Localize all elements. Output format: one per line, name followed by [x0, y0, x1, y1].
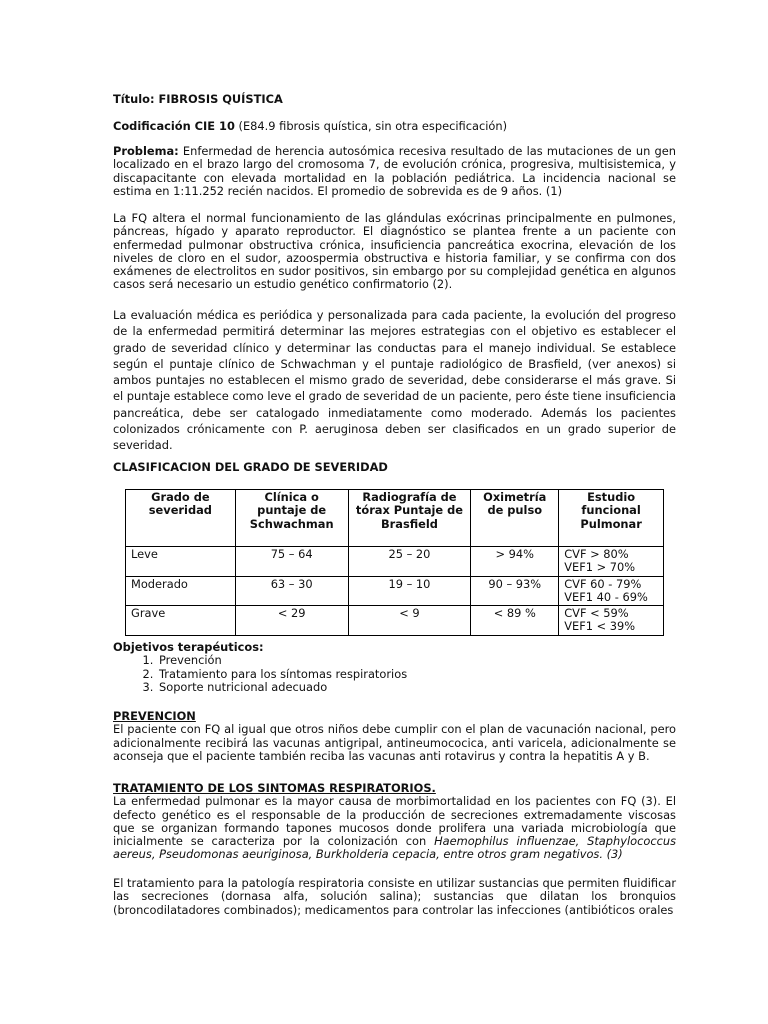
treatment-text-normal: La enfermedad pulmonar es la mayor causa de morbimortalidad en los pacientes con FQ (3). El defecto genético es el responsable de la producción de secreciones extremadamente viscosas que se organizan formando tapones mucosos donde prolifera una variada microbiología que inicialmente se caracteriza por la colonización con: [113, 794, 676, 849]
cell-grado: Moderado: [126, 576, 236, 606]
header-grado: Grado de severidad: [126, 490, 236, 547]
cell-estudio: [559, 547, 664, 577]
prevention-text: El paciente con FQ al igual que otros niños debe cumplir con el plan de vacunación nacional, pero adicionalmente recibirá las vacunas antigripal, antineumococica, anti varicela, adicionalmente se aconseja que el paciente también reciba las vacunas anti rotavirus y contra la hepatitis A y B.: [113, 722, 676, 763]
cell-estudio: [559, 606, 664, 636]
cell-grado: Leve: [126, 547, 236, 577]
problem-paragraph: [113, 145, 676, 198]
header-radiografia: Radiografía de tórax Puntaje de Brasfield: [348, 490, 471, 547]
treatment-text-italic: Haemophilus influenzae, Staphylococcus aereus, Pseudomonas aeuriginosa, Burkholderia cepacia, entre otros gram negativos. (3): [113, 834, 676, 862]
table-row: [126, 576, 664, 606]
objectives-list: [113, 654, 676, 694]
treatment-section: [113, 782, 676, 862]
list-item: 3. Soporte nutricional adecuado: [157, 681, 676, 694]
cell-estudio: [559, 576, 664, 606]
cell-oximetria: > 94%: [471, 547, 559, 577]
list-item: 2. Tratamiento para los síntomas respiratorios: [157, 668, 676, 681]
cell-clinica: 75 – 64: [235, 547, 348, 577]
classification-heading: CLASIFICACION DEL GRADO DE SEVERIDAD: [113, 460, 388, 474]
problem-text: Enfermedad de herencia autosómica recesiva resultado de las mutaciones de un gen localizado en el brazo largo del cromosoma 7, de evolución crónica, progresiva, multisistemica, y discapacitante con elevada mortalidad en la población pediátrica. La incidencia nacional se estima en 1:11.252 recién nacidos. El promedio de sobrevida es de 9 años. (1): [113, 144, 676, 198]
cell-estudio-vef1: VEF1 < 39%: [564, 619, 636, 634]
cell-clinica: 63 – 30: [235, 576, 348, 606]
table-row: [126, 606, 664, 636]
header-clinica: Clínica o puntaje de Schwachman: [235, 490, 348, 547]
table-header-row: [126, 490, 664, 547]
cell-grado: Grave: [126, 606, 236, 636]
cell-estudio-vef1: VEF1 40 - 69%: [564, 589, 648, 604]
document-title: Título: FIBROSIS QUÍSTICA: [113, 92, 283, 106]
paragraph-evaluation: La evaluación médica es periódica y personalizada para cada paciente, la evolución del progreso de la enfermedad permitirá determinar las mejores estrategias con el objetivo es establecer el grado de severidad clínico y determinar las conductas para el manejo individual. Se establece según el puntaje clínico de Schwachman y el puntaje radiológico de Brasfield, (ver anexos) si ambos puntajes no establecen el mismo grado de severidad, debe considerarse el más grave. Si el puntaje establece como leve el grado de severidad de un paciente, pero éste tiene insuficiencia pancreática, debe ser catalogado inmediatamente como moderado. Además los pacientes colonizados crónicamente con P. aeruginosa deben ser clasificados en un grado superior de severidad.: [113, 308, 676, 453]
cell-oximetria: 90 – 93%: [471, 576, 559, 606]
prevention-heading: PREVENCION: [113, 709, 196, 723]
header-oximetria: Oximetría de pulso: [471, 490, 559, 547]
cell-estudio-vef1: VEF1 > 70%: [564, 560, 636, 575]
treatment-heading: TRATAMIENTO DE LOS SINTOMAS RESPIRATORIOS.: [113, 781, 436, 795]
cell-radiografia: 25 – 20: [348, 547, 471, 577]
cell-radiografia: < 9: [348, 606, 471, 636]
cell-clinica: < 29: [235, 606, 348, 636]
problem-label: Problema:: [113, 144, 179, 158]
paragraph-fq-description: La FQ altera el normal funcionamiento de las glándulas exócrinas principalmente en pulmones, páncreas, hígado y aparato reproductor. El diagnóstico se plantea frente a un paciente con enfermedad pulmonar obstructiva crónica, insuficiencia pancreática exocrina, elevación de los niveles de cloro en el sudor, azoospermia obstructiva e historia familiar, y se confirma con dos exámenes de electrolitos en sudor positivos, sin embargo por su complejidad genética en algunos casos será necesario un estudio genético confirmatorio (2).: [113, 211, 676, 292]
objectives-section: [113, 641, 676, 694]
header-estudio: Estudio funcional Pulmonar: [559, 490, 664, 547]
codification-label: Codificación CIE 10: [113, 119, 235, 133]
list-item: 1. Prevención: [157, 654, 676, 667]
codification-line: [113, 120, 676, 133]
treatment-text: [113, 795, 676, 861]
cell-radiografia: 19 – 10: [348, 576, 471, 606]
cell-estudio-cvf: CVF < 59%: [564, 606, 629, 621]
cell-oximetria: < 89 %: [471, 606, 559, 636]
cell-estudio-cvf: CVF 60 - 79%: [564, 576, 642, 591]
prevention-section: [113, 710, 676, 763]
objectives-heading: Objetivos terapéuticos:: [113, 640, 264, 654]
codification-value: (E84.9 fibrosis quística, sin otra especificación): [238, 119, 508, 133]
paragraph-treatment-detail: El tratamiento para la patología respiratoria consiste en utilizar sustancias que permiten fluidificar las secreciones (dornasa alfa, solución salina); sustancias que dilatan los bronquios (broncodilatadores combinados); medicamentos para controlar las infecciones (antibióticos orales: [113, 876, 676, 917]
table-row: [126, 547, 664, 577]
cell-estudio-cvf: CVF > 80%: [564, 547, 629, 561]
severity-table: [125, 489, 664, 636]
